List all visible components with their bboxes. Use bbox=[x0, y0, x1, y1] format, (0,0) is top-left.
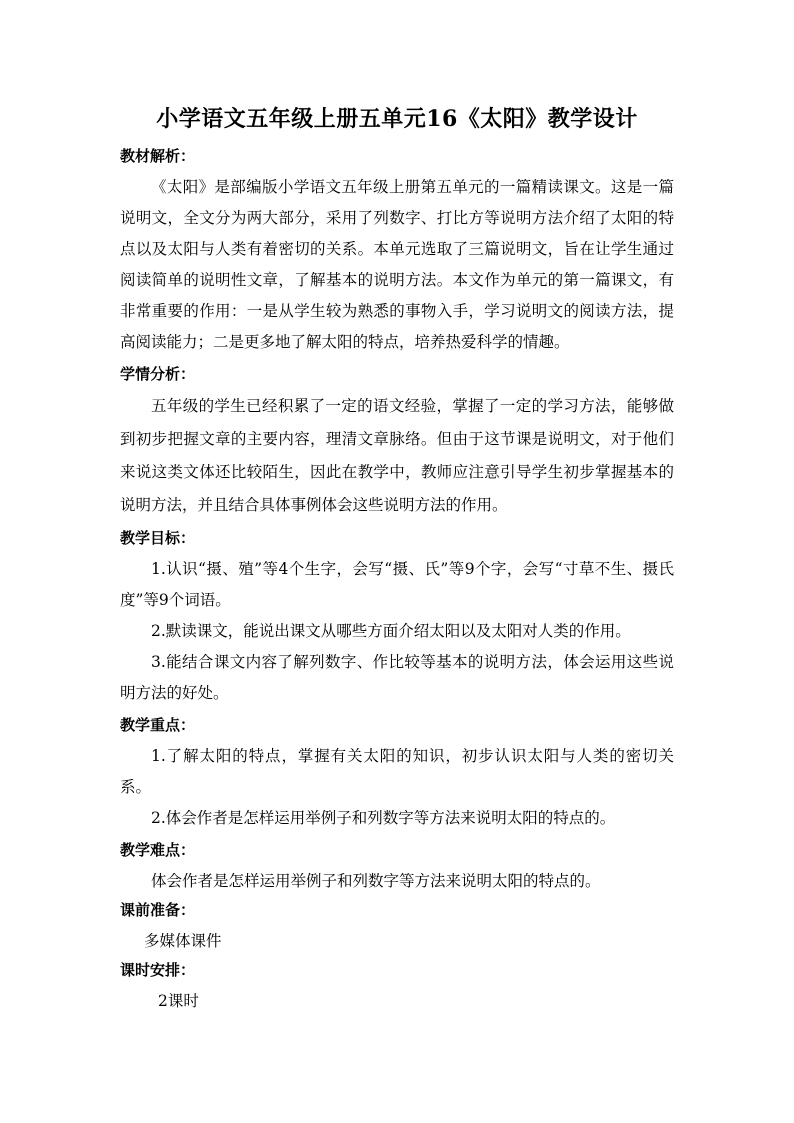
preparation-text: 多媒体课件 bbox=[144, 932, 222, 950]
key-point-item: 2.体会作者是怎样运用举例子和列数字等方法来说明太阳的特点的。 bbox=[151, 809, 616, 827]
section-heading: 教学重点： bbox=[120, 716, 196, 734]
key-point-list bbox=[120, 741, 674, 834]
goal-list bbox=[120, 554, 674, 709]
schedule-text: 2课时 bbox=[158, 992, 199, 1010]
section-heading: 教学目标： bbox=[120, 529, 196, 547]
section-heading: 课前准备： bbox=[120, 901, 196, 919]
section-preparation bbox=[120, 898, 674, 956]
goal-item: 2.默读课文，能说出课文从哪些方面介绍太阳以及太阳对人类的作用。 bbox=[151, 622, 631, 640]
section-heading: 教材解析： bbox=[120, 147, 196, 165]
page-title: 小学语文五年级上册五单元16《太阳》教学设计 bbox=[156, 106, 638, 132]
section-heading: 教学难点： bbox=[120, 841, 196, 859]
goal-item: 1.认识“摄、殖”等4个生字，会写“摄、氏”等9个字，会写“寸草不生、摄氏度”等9个词语。 bbox=[120, 560, 674, 609]
section-key-points bbox=[120, 713, 674, 834]
difficulty-text: 体会作者是怎样运用举例子和列数字等方法来说明太阳的特点的。 bbox=[151, 872, 601, 890]
section-student-analysis bbox=[120, 362, 674, 522]
goal-item: 3.能结合课文内容了解列数字、作比较等基本的说明方法，体会运用这些说明方法的好处。 bbox=[120, 653, 674, 702]
section-teaching-goals bbox=[120, 526, 674, 709]
section-difficulties bbox=[120, 838, 674, 896]
section-textbook-analysis bbox=[120, 144, 674, 358]
section-paragraph: 《太阳》是部编版小学语文五年级上册第五单元的一篇精读课文。这是一篇说明文，全文分为两大部分，采用了列数字、打比方等说明方法介绍了太阳的特点以及太阳与人类有着密切的关系。本单元选取了三篇说明文，旨在让学生通过阅读简单的说明性文章，了解基本的说明方法。本文作为单元的第一篇课文，有非常重要的作用：一是从学生较为熟悉的事物入手，学习说明文的阅读方法，提高阅读能力；二是更多地了解太阳的特点，培养热爱科学的情趣。 bbox=[120, 178, 674, 351]
section-heading: 学情分析： bbox=[120, 365, 196, 383]
key-point-item: 1.了解太阳的特点，掌握有关太阳的知识，初步认识太阳与人类的密切关系。 bbox=[120, 747, 674, 796]
section-schedule bbox=[120, 958, 674, 1016]
section-heading: 课时安排： bbox=[120, 961, 196, 979]
section-paragraph: 五年级的学生已经积累了一定的语文经验，掌握了一定的学习方法，能够做到初步把握文章的主要内容，理清文章脉络。但由于这节课是说明文，对于他们来说这类文体还比较陌生，因此在教学中，教师应注意引导学生初步掌握基本的说明方法，并且结合具体事例体会这些说明方法的作用。 bbox=[120, 397, 674, 514]
